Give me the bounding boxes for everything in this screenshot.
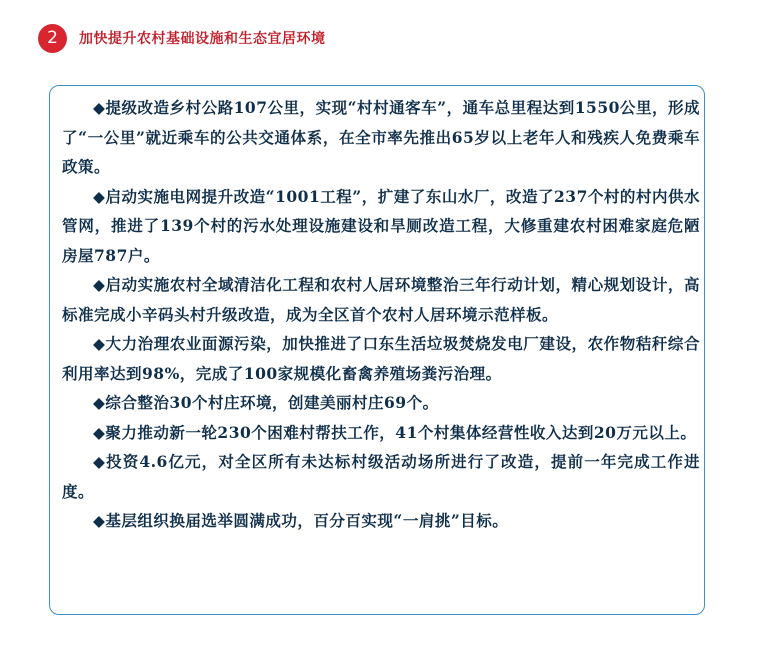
list-item: ◆综合整治30个村庄环境，创建美丽村庄69个。 [93, 393, 439, 412]
list-item: ◆启动实施农村全域清洁化工程和农村人居环境整治三年行动计划，精心规划设计，高标准完成小辛码头村升级改造，成为全区首个农村人居环境示范样板。 [62, 275, 700, 324]
list-item: ◆大力治理农业面源污染，加快推进了口东生活垃圾焚烧发电厂建设，农作物秸秆综合利用率达到98%，完成了100家规模化畜禽养殖场粪污治理。 [62, 334, 700, 383]
diamond-bullet-icon: ◆ [93, 275, 106, 294]
list-item: ◆提级改造乡村公路107公里，实现“村村通客车”，通车总里程达到1550公里，形成了“一公里”就近乘车的公共交通体系，在全市率先推出65岁以上老年人和残疾人免费乘车政策。 [62, 98, 701, 176]
section-header [38, 23, 326, 53]
diamond-bullet-icon: ◆ [93, 393, 106, 412]
diamond-bullet-icon: ◆ [93, 334, 106, 353]
bullet-list [62, 93, 700, 536]
list-item: ◆聚力推动新一轮230个困难村帮扶工作，41个村集体经营性收入达到20万元以上。 [93, 422, 697, 442]
list-item: ◆投资4.6亿元，对全区所有未达标村级活动场所进行了改造，提前一年完成工作进度。 [62, 452, 701, 501]
diamond-bullet-icon: ◆ [93, 422, 106, 442]
section-title: 加快提升农村基础设施和生态宜居环境 [79, 31, 326, 47]
section-number-badge: 2 [38, 24, 67, 53]
list-item: ◆启动实施电网提升改造“1001工程”，扩建了东山水厂，改造了237个村的村内供水管网，推进了139个村的污水处理设施建设和旱厕改造工程，大修重建农村困难家庭危陋房屋787户。 [62, 186, 701, 265]
diamond-bullet-icon: ◆ [93, 98, 106, 117]
diamond-bullet-icon: ◆ [93, 186, 106, 206]
list-item: ◆基层组织换届选举圆满成功，百分百实现“一肩挑”目标。 [93, 511, 509, 530]
diamond-bullet-icon: ◆ [93, 452, 107, 471]
diamond-bullet-icon: ◆ [93, 511, 106, 530]
